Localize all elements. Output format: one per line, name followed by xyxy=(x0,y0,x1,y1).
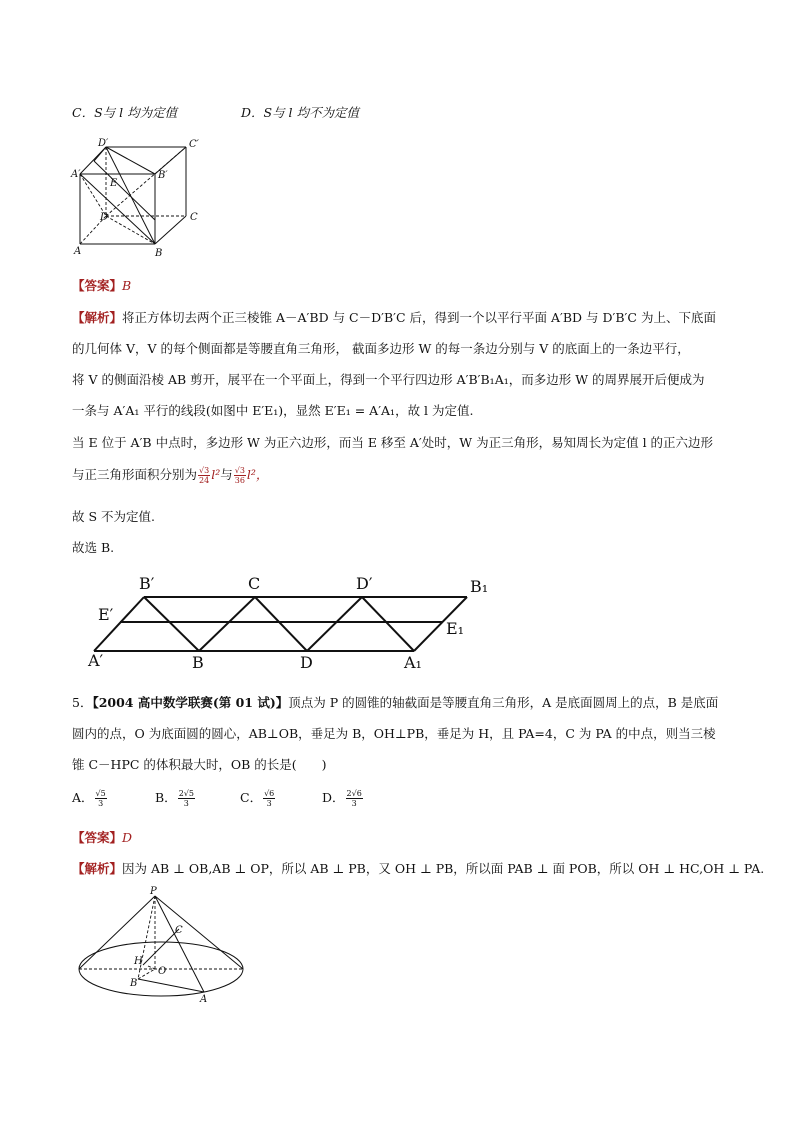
label-c: C xyxy=(190,212,198,223)
label-d-prime: D′ xyxy=(356,574,373,593)
line-pa xyxy=(155,896,204,992)
problem-5-line-2: 圆内的点，O 为底面圆的圆心，AB⊥OB，垂足为 B，OH⊥PB，垂足为 H，且 PA=4，C 为 PA 的中点，则当三棱 xyxy=(72,726,716,741)
analysis-1-line-1 xyxy=(72,309,716,327)
analysis-text: 因为 AB ⊥ OB,AB ⊥ OP，所以 AB ⊥ PB，又 OH ⊥ PB，所以面 PAB ⊥ 面 POB，所以 OH ⊥ HC,OH ⊥ PA. xyxy=(122,861,765,876)
label-e-prime: E′ xyxy=(98,605,114,624)
cone-generator-right xyxy=(155,896,243,969)
label-a-prime: A′ xyxy=(88,651,104,670)
line-ho xyxy=(148,966,155,969)
zigzag-edge xyxy=(362,597,414,651)
answer-value: B xyxy=(122,278,132,293)
label-c: C xyxy=(248,574,261,593)
cube-edge xyxy=(155,216,186,244)
label-b1: B₁ xyxy=(470,577,489,596)
label-p: P xyxy=(150,886,157,897)
cone-figure xyxy=(76,884,251,1009)
label-a: A xyxy=(74,246,82,257)
analysis-text: 将正方体切去两个正三棱锥 A－A′BD 与 C－D′B′C 后，得到一个以平行平面 A′BD 与 D′B′C 为上、下底面 xyxy=(122,310,716,325)
analysis-1-line-6: 与正三角形面积分别为 $\frac{√3}{24}$ l²与 $\frac{√3}{36}$ l²， xyxy=(72,466,269,485)
fraction-sqrt3-over-24: $\frac{√3}{24}$ xyxy=(199,466,210,485)
answer-2 xyxy=(72,829,132,847)
analysis-1-line-7: 故 S 不为定值. xyxy=(72,509,155,524)
option-b[interactable]: B． $\frac{2√5}{3}$ xyxy=(155,789,194,808)
label-c-prime: C′ xyxy=(189,139,199,150)
zigzag-edge xyxy=(307,597,362,651)
fraction-sqrt3-over-36: $\frac{√3}{36}$ xyxy=(234,466,245,485)
problem-number: 5． xyxy=(72,695,93,710)
problem-source: 【2004 高中数学联赛(第 01 试)】 xyxy=(92,695,289,710)
analysis-1-line-5: 当 E 位于 A′B 中点时，多边形 W 为正六边形，而当 E 移至 A′处时，W 为正三角形，易知周长为定值 l 的正六边形 xyxy=(72,435,714,450)
analysis-1-line-8: 故选 B. xyxy=(72,540,115,555)
label-o: O xyxy=(158,966,167,977)
section-line xyxy=(94,147,106,161)
line-bo xyxy=(138,969,155,979)
answer-1 xyxy=(72,277,131,295)
zigzag-edge xyxy=(255,597,307,651)
label-a-prime: A′ xyxy=(71,169,81,180)
cube-figure xyxy=(70,134,215,260)
option-d[interactable]: D． $\frac{2√6}{3}$ xyxy=(322,789,362,808)
label-e: E xyxy=(110,178,118,189)
analysis-2 xyxy=(72,860,764,878)
cube-diagonal xyxy=(106,147,155,244)
answer-value: D xyxy=(122,830,133,845)
analysis-1-line-3: 将 V 的侧面沿棱 AB 剪开，展平在一个平面上，得到一个平行四边形 A′B′B₁A₁，而多边形 W 的周界展开后便成为 xyxy=(72,372,705,387)
option-c[interactable]: C． $\frac{√6}{3}$ xyxy=(240,789,275,808)
zigzag-edge xyxy=(199,597,255,651)
label-d: D xyxy=(300,653,313,672)
label-b: B xyxy=(130,978,138,989)
label-e1: E₁ xyxy=(446,619,465,638)
label-b-prime: B′ xyxy=(139,574,155,593)
problem-5-line-1: 5．【2004 高中数学联赛(第 01 试)】顶点为 P 的圆锥的轴截面是等腰直角三角形，A 是底面圆周上的点，B 是底面 xyxy=(72,695,719,710)
option-c: C．S与 l 均为定值 xyxy=(72,105,178,120)
label-a: A xyxy=(200,994,208,1005)
label-b: B xyxy=(155,248,163,259)
analysis-tag: 【解析】 xyxy=(72,310,123,325)
option-a[interactable]: A． $\frac{√5}{3}$ xyxy=(72,789,106,808)
line-oc xyxy=(143,929,179,965)
label-b: B xyxy=(192,653,204,672)
problem-5-line-3: 锥 C－HPC 的体积最大时，OB 的长是( ) xyxy=(72,757,327,772)
answer-tag: 【答案】 xyxy=(72,278,123,293)
label-d: D xyxy=(100,212,109,223)
label-c: C xyxy=(175,925,183,936)
analysis-1-line-4: 一条与 A′A₁ 平行的线段(如图中 E′E₁)，显然 E′E₁ = A′A₁，故 l 为定值. xyxy=(72,403,474,418)
line-ba xyxy=(138,979,204,992)
analysis-1-line-2: 的几何体 V，V 的每个侧面都是等腰直角三角形， 截面多边形 W 的每一条边分别与 V 的底面上的一条边平行， xyxy=(72,341,690,356)
unfold-figure xyxy=(84,570,494,680)
label-d-prime: D′ xyxy=(98,138,109,149)
answer-tag: 【答案】 xyxy=(72,830,123,845)
zigzag-edge xyxy=(144,597,199,651)
label-a1: A₁ xyxy=(404,653,422,672)
cone-generator-left xyxy=(79,896,155,969)
label-h: H xyxy=(134,956,143,967)
analysis-tag: 【解析】 xyxy=(72,861,123,876)
label-b-prime: B′ xyxy=(158,170,168,181)
option-d: D．S与 l 均不为定值 xyxy=(241,105,360,120)
